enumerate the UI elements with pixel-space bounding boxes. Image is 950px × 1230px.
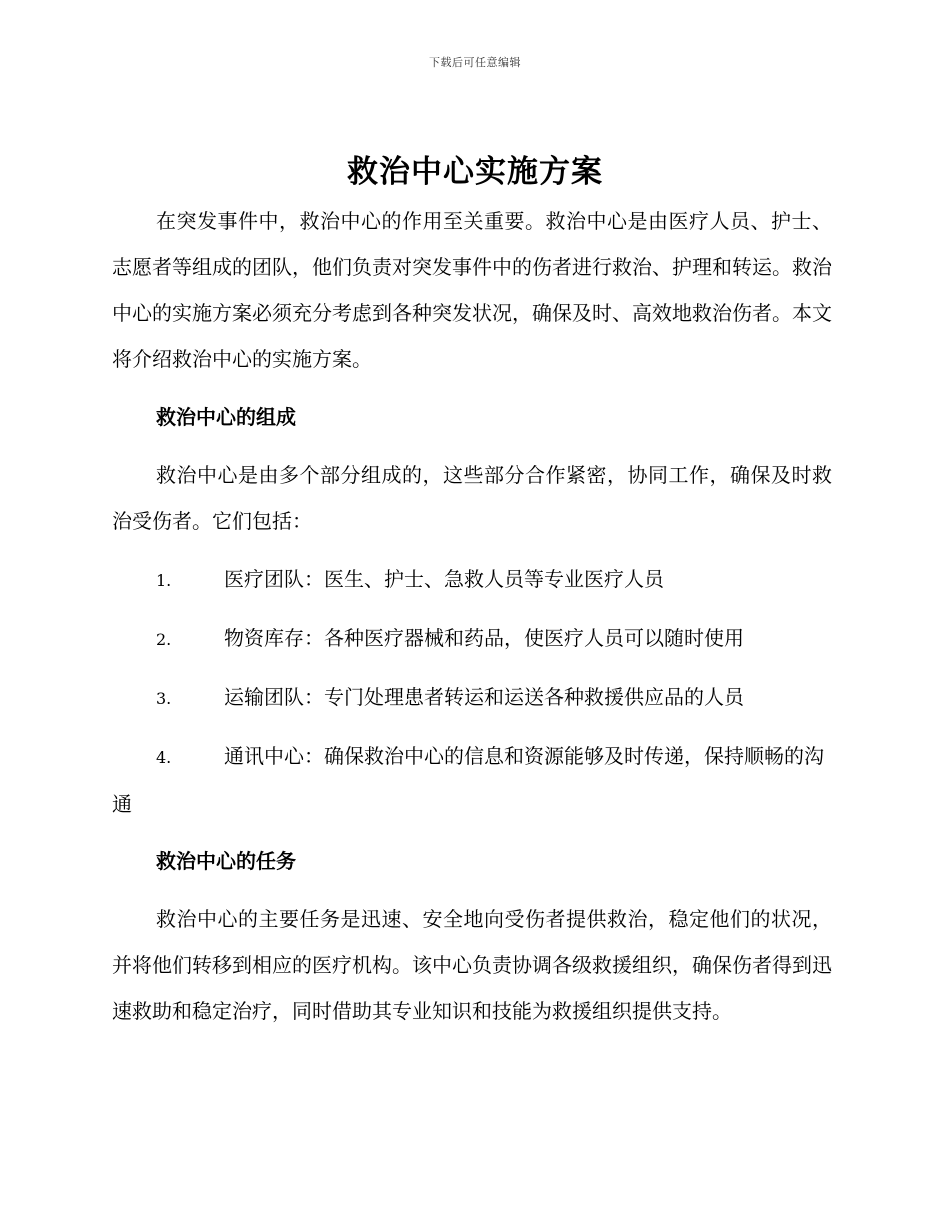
list-item-number: 1. xyxy=(156,571,172,590)
list-item xyxy=(112,733,832,827)
list-item-number: 3. xyxy=(156,689,172,708)
section-heading-composition: 救治中心的组成 xyxy=(156,405,296,429)
list-item-text: 医疗团队：医生、护士、急救人员等专业医疗人员 xyxy=(224,567,664,591)
list-item-number: 2. xyxy=(156,630,172,649)
section-heading-tasks: 救治中心的任务 xyxy=(156,849,296,873)
list-item-number: 4. xyxy=(156,748,172,767)
header-note: 下载后可任意编辑 xyxy=(429,56,521,69)
tasks-paragraph: 救治中心的主要任务是迅速、安全地向受伤者提供救治，稳定他们的状况，并将他们转移到相应的医疗机构。该中心负责协调各级救援组织，确保伤者得到迅速救助和稳定治疗，同时借助其专业知识和技能为救援组织提供支持。 xyxy=(112,907,832,1023)
composition-list xyxy=(112,556,832,827)
document-body xyxy=(112,198,832,1034)
list-item-text: 运输团队：专门处理患者转运和运送各种救援供应品的人员 xyxy=(224,685,744,709)
list-item xyxy=(112,615,832,663)
list-item-text: 通讯中心：确保救治中心的信息和资源能够及时传递，保持顺畅的沟通 xyxy=(112,744,824,816)
document-title: 救治中心实施方案 xyxy=(347,154,603,190)
intro-paragraph: 在突发事件中，救治中心的作用至关重要。救治中心是由医疗人员、护士、志愿者等组成的团队，他们负责对突发事件中的伤者进行救治、护理和转运。救治中心的实施方案必须充分考虑到各种突发状况，确保及时、高效地救治伤者。本文将介绍救治中心的实施方案。 xyxy=(112,209,832,371)
list-item xyxy=(112,674,832,722)
composition-paragraph: 救治中心是由多个部分组成的，这些部分合作紧密，协同工作，确保及时救治受伤者。它们包括： xyxy=(112,463,832,533)
list-item xyxy=(112,556,832,604)
list-item-text: 物资库存：各种医疗器械和药品，使医疗人员可以随时使用 xyxy=(224,626,744,650)
